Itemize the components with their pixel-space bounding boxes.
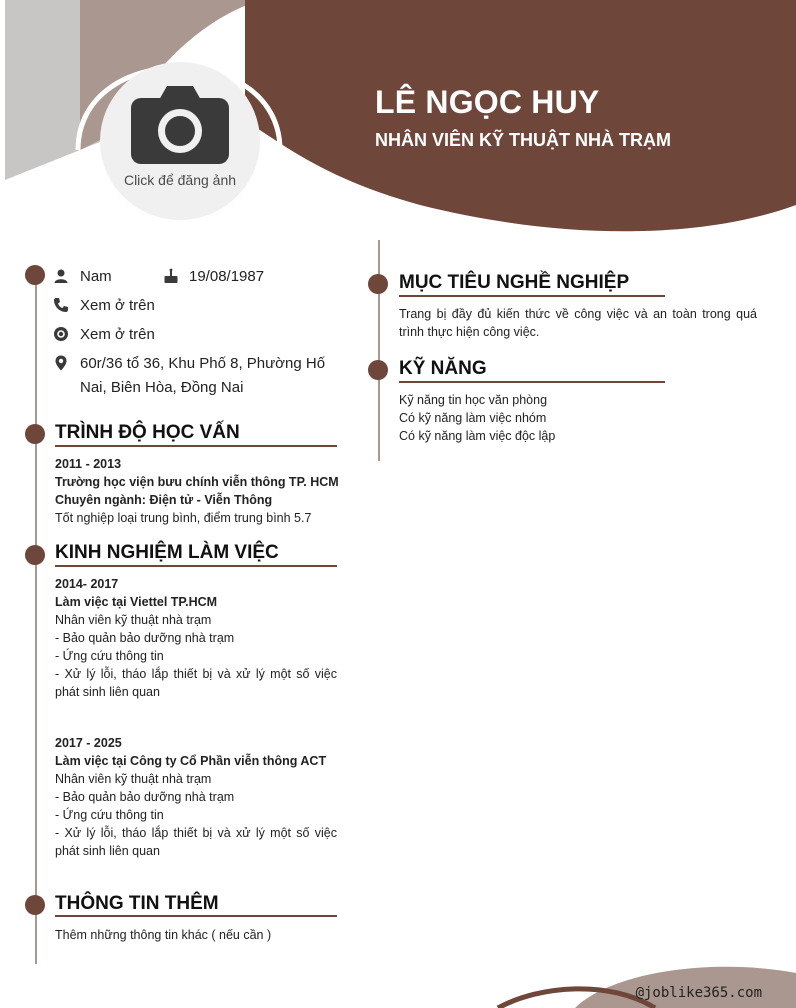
education-school: Trường học viện bưu chính viễn thông TP. HCM (55, 475, 339, 489)
candidate-name: LÊ NGỌC HUY (375, 84, 600, 120)
job-duty: - Xử lý lỗi, tháo lắp thiết bị và xử lý một số việc phát sinh liên quan (55, 667, 337, 699)
job-company: Làm việc tại Công ty Cổ Phần viễn thông ACT (55, 754, 327, 768)
education-heading: TRÌNH ĐỘ HỌC VẤN (55, 422, 240, 443)
birthday-cake-icon (163, 268, 179, 284)
timeline-dot-experience (25, 545, 45, 565)
additional-heading: THÔNG TIN THÊM (55, 893, 219, 914)
skills-rule (399, 381, 665, 383)
timeline-dot-additional (25, 895, 45, 915)
job-duty: - Xử lý lỗi, tháo lắp thiết bị và xử lý một số việc phát sinh liên quan (55, 826, 337, 858)
left-timeline (35, 272, 37, 964)
job-duty: - Ứng cứu thông tin (55, 649, 164, 663)
user-icon (53, 268, 69, 284)
job-role: Nhân viên kỹ thuật nhà trạm (55, 772, 212, 786)
objective-heading: MỤC TIÊU NGHỀ NGHIỆP (399, 272, 630, 293)
skill-item: Kỹ năng tin học văn phòng (399, 393, 548, 407)
education-result: Tốt nghiệp loại trung bình, điểm trung bình 5.7 (55, 511, 312, 525)
phone-value: Xem ở trên (80, 297, 155, 314)
skill-item: Có kỹ năng làm việc độc lập (399, 429, 556, 443)
experience-heading: KINH NGHIỆM LÀM VIỆC (55, 542, 279, 563)
birthday-value: 19/08/1987 (189, 268, 265, 285)
timeline-dot-education (25, 424, 45, 444)
education-rule (55, 445, 337, 447)
timeline-dot-skills (368, 360, 388, 380)
skills-heading: KỸ NĂNG (399, 358, 487, 379)
skill-item: Có kỹ năng làm việc nhóm (399, 411, 547, 425)
phone-icon (53, 297, 69, 313)
additional-text: Thêm những thông tin khác ( nếu cần ) (55, 928, 272, 942)
email-value: Xem ở trên (80, 326, 155, 343)
job-duty: - Bảo quản bảo dưỡng nhà trạm (55, 631, 235, 645)
job-period: 2017 - 2025 (55, 736, 122, 750)
timeline-dot-contact (25, 265, 45, 285)
gender-value: Nam (80, 268, 112, 285)
watermark: @joblike365.com (635, 985, 762, 1001)
job-duty: - Ứng cứu thông tin (55, 808, 164, 822)
education-major: Chuyên ngành: Điện tử - Viễn Thông (55, 493, 273, 507)
job-role: Nhân viên kỹ thuật nhà trạm (55, 613, 212, 627)
additional-rule (55, 915, 337, 917)
job-period: 2014- 2017 (55, 577, 119, 591)
camera-icon (131, 84, 229, 164)
job-title: NHÂN VIÊN KỸ THUẬT NHÀ TRẠM (375, 130, 671, 150)
education-period: 2011 - 2013 (55, 457, 122, 471)
experience-rule (55, 565, 337, 567)
timeline-dot-objective (368, 274, 388, 294)
location-pin-icon (53, 355, 69, 371)
job-duty: - Bảo quản bảo dưỡng nhà trạm (55, 790, 235, 804)
objective-text: Trang bị đầy đủ kiến thức về công việc và an toàn trong quá trình thực hiện công việc. (399, 307, 757, 339)
address-line-1: 60r/36 tổ 36, Khu Phố 8, Phường Hố (80, 355, 326, 372)
email-at-icon (53, 326, 69, 342)
job-company: Làm việc tại Viettel TP.HCM (55, 595, 218, 609)
avatar-caption: Click để đăng ảnh (123, 172, 237, 188)
address-line-2: Nai, Biên Hòa, Đồng Nai (80, 379, 244, 396)
objective-rule (399, 295, 665, 297)
